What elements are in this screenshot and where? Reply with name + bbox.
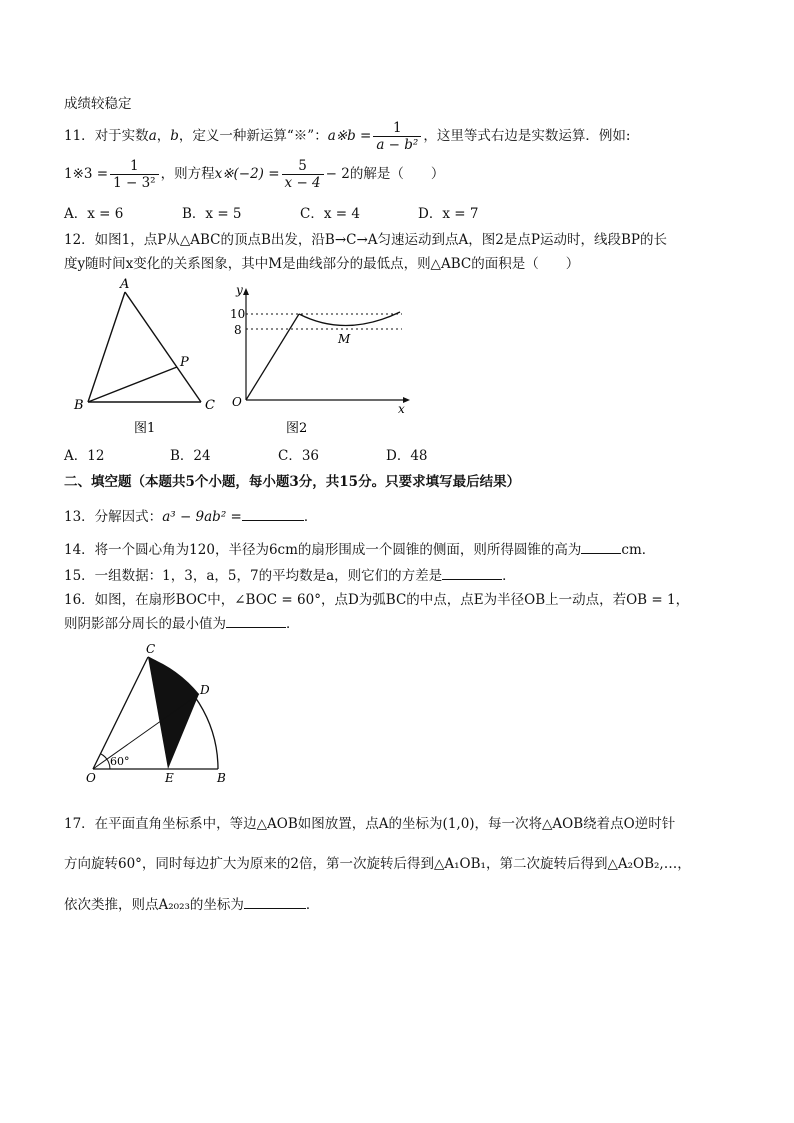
- q14-text: 14．将一个圆心角为120，半径为6cm的扇形围成一个圆锥的侧面，则所得圆锥的高为: [64, 542, 582, 558]
- label-o: O: [86, 771, 96, 785]
- label-b: B: [74, 398, 84, 413]
- label-e: E: [165, 771, 174, 785]
- angle-arc: [101, 754, 110, 769]
- def-numerator: 1: [373, 120, 421, 137]
- answer-blank[interactable]: [581, 539, 621, 554]
- def-fraction: [373, 120, 421, 153]
- answer-blank[interactable]: [226, 613, 286, 628]
- q11-option-c: C．x = 4: [300, 206, 360, 222]
- question-17-line2: 方向旋转60°，同时每边扩大为原来的2倍，第一次旋转后得到△A₁OB₁，第二次旋转后得到△A₂OB₂,…，: [64, 856, 691, 872]
- tick-10: 10: [230, 307, 246, 321]
- def-lhs: a※b =: [327, 128, 372, 144]
- example-numerator: 1: [110, 158, 158, 175]
- q11-option-b: B．x = 5: [182, 206, 242, 222]
- figure-2: [226, 280, 416, 438]
- comma: ，: [156, 128, 171, 144]
- q17-text: 依次类推，则点A₂₀₂₃的坐标为: [64, 897, 244, 913]
- period: ．: [502, 568, 516, 584]
- question-14: [64, 538, 655, 558]
- question-12-line2: 度y随时间x变化的关系图象，其中M是曲线部分的最低点，则△ABC的面积是（ ）: [64, 256, 580, 272]
- q11-text: 的解是（ ）: [349, 166, 445, 182]
- question-13: [64, 505, 317, 525]
- q11-text: ，这里等式右边是实数运算．例如:: [423, 128, 631, 144]
- figure-sector: [80, 640, 250, 790]
- question-15: [64, 564, 516, 584]
- graph-curve: [299, 312, 400, 326]
- q11-text: 对于实数: [94, 128, 149, 144]
- section-2-heading: 二、填空题（本题共5个小题，每小题3分，共15分。只要求填写最后结果）: [64, 474, 521, 490]
- q12-option-a: A．12: [64, 448, 105, 464]
- q16-text: 则阴影部分周长的最小值为: [64, 616, 226, 632]
- tick-8: 8: [234, 323, 242, 337]
- question-11-line2: [64, 156, 444, 192]
- question-16-line2: [64, 612, 300, 632]
- equation-denominator: x − 4: [284, 175, 321, 191]
- q11-number: 11．: [64, 128, 95, 144]
- example-denominator: 1 − 3²: [113, 175, 156, 191]
- question-17-line3: [64, 893, 319, 913]
- carryover-text: 成绩较稳定: [64, 96, 132, 112]
- q12-option-d: D．48: [386, 448, 428, 464]
- side-ac: [125, 292, 201, 402]
- equation-fraction: [282, 158, 324, 191]
- q13-expression: a³ − 9ab² =: [162, 509, 242, 525]
- label-c: C: [205, 398, 215, 413]
- q11-option-d: D．x = 7: [418, 206, 479, 222]
- radius-oc: [93, 657, 148, 769]
- question-16-line1: 16．如图，在扇形BOC中，∠BOC = 60°，点D为弧BC的中点，点E为半径OB上一动点，若OB = 1，: [64, 592, 690, 608]
- label-origin: O: [232, 395, 242, 409]
- q11-text: ，定义一种新运算“※”：: [178, 128, 328, 144]
- equation-numerator: 5: [282, 158, 324, 175]
- label-m: M: [338, 332, 351, 346]
- answer-blank[interactable]: [244, 894, 306, 909]
- q12-option-b: B．24: [170, 448, 211, 464]
- label-b: B: [217, 771, 226, 785]
- q11-option-a: A．x = 6: [64, 206, 124, 222]
- equation-lhs: x※(−2) =: [214, 166, 280, 182]
- label-a: A: [120, 278, 130, 292]
- caption-figure-2: 图2: [286, 421, 308, 436]
- label-d: D: [200, 683, 210, 697]
- label-x: x: [398, 402, 405, 416]
- var-b: b: [170, 128, 179, 144]
- question-11-line1: [64, 118, 630, 154]
- caption-figure-1: 图1: [134, 421, 156, 436]
- q12-option-c: C．36: [278, 448, 320, 464]
- figure-1: [62, 278, 232, 438]
- segment-bp: [88, 367, 177, 402]
- question-17-line1: 17．在平面直角坐标系中，等边△AOB如图放置，点A的坐标为(1,0)，每一次将△AOB绕着点O逆时针: [64, 816, 676, 832]
- equation-tail: − 2: [325, 166, 350, 182]
- label-p: P: [180, 355, 189, 370]
- y-arrow: [243, 288, 249, 295]
- q11-text: ，则方程: [160, 166, 215, 182]
- answer-blank[interactable]: [442, 565, 502, 580]
- period: ．: [305, 897, 320, 913]
- q14-unit: cm．: [621, 542, 656, 558]
- graph-line: [246, 314, 299, 400]
- label-c: C: [146, 642, 156, 656]
- example-fraction: [110, 158, 158, 191]
- example-lhs: 1※3 =: [64, 166, 109, 182]
- label-y: y: [236, 283, 243, 297]
- side-ab: [88, 292, 125, 402]
- period: ．: [303, 509, 318, 525]
- q15-text: 15．一组数据：1，3，a，5，7的平均数是a，则它们的方差是: [64, 568, 443, 584]
- var-a: a: [148, 128, 157, 144]
- period: ．: [286, 616, 300, 632]
- q13-text: 13．分解因式：: [64, 509, 163, 525]
- angle-label: 60°: [110, 755, 130, 768]
- def-denominator: a − b²: [376, 137, 419, 153]
- question-12-line1: 12．如图1，点P从△ABC的顶点B出发，沿B→C→A匀速运动到点A，图2是点P运动时，线段BP的长: [64, 232, 667, 248]
- answer-blank[interactable]: [242, 506, 304, 521]
